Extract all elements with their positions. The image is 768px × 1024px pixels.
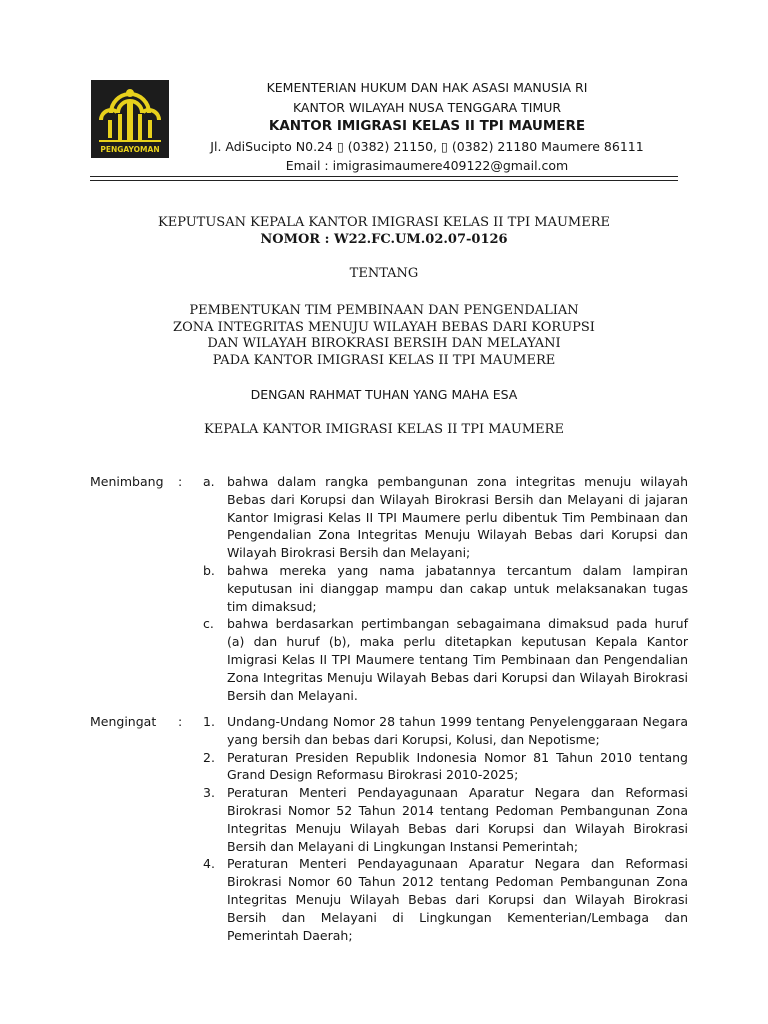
subject-line: PEMBENTUKAN TIM PEMBINAAN DAN PENGENDALIAN <box>189 303 579 318</box>
list-item <box>203 784 688 855</box>
letterhead <box>180 78 674 176</box>
list-item <box>203 749 688 785</box>
item-marker: 4. <box>203 856 215 872</box>
list-item <box>203 615 688 704</box>
address-line: Jl. AdiSucipto N0.24 ▯ (0382) 21150, ▯ (0382) 21180 Maumere 86111 <box>210 138 644 154</box>
letterhead-rule-thin <box>90 180 678 181</box>
mengingat-list <box>203 713 688 944</box>
email-line: Email : imigrasimaumere409122@gmail.com <box>285 158 569 173</box>
item-marker: b. <box>203 562 215 578</box>
item-text: bahwa dalam rangka pembangunan zona integritas menuju wilayah Bebas dari Korupsi dan Wilayah Birokrasi Bersih dan Melayani di jajaran Kantor Imigrasi Kelas II TPI Maumere perlu dibentuk Tim Pembinaan dan Pengendalian Zona Integritas Menuju Wilayah Bebas dari Korupsi dan Wilayah Birokrasi Bersih dan Melayani; <box>227 474 688 561</box>
decree-subject <box>90 303 678 369</box>
kepala-heading: KEPALA KANTOR IMIGRASI KELAS II TPI MAUMERE <box>204 422 564 437</box>
section-colon: : <box>178 714 183 729</box>
rahmat-heading: DENGAN RAHMAT TUHAN YANG MAHA ESA <box>250 387 518 402</box>
subject-line: PADA KANTOR IMIGRASI KELAS II TPI MAUMERE <box>212 352 556 368</box>
pengayoman-logo <box>91 80 169 158</box>
list-item <box>203 562 688 615</box>
subject-line: ZONA INTEGRITAS MENUJU WILAYAH BEBAS DARI KORUPSI <box>173 319 595 335</box>
item-text: Peraturan Presiden Republik Indonesia Nomor 81 Tahun 2010 tentang Grand Design Reformasu Birokrasi 2010-2025; <box>227 749 688 783</box>
logo-caption: PENGAYOMAN <box>100 145 160 154</box>
menimbang-list <box>203 473 688 704</box>
item-text: bahwa berdasarkan pertimbangan sebagaimana dimaksud pada huruf (a) dan huruf (b), maka perlu ditetapkan keputusan Kepala Kantor Imigrasi Kelas II TPI Maumere tentang Tim Pembinaan dan Pengendalian Zona Integritas Menuju Wilayah Bebas dari Korupsi dan Wilayah Birokrasi Bersih dan Melayani. <box>227 616 688 703</box>
decree-title: KEPUTUSAN KEPALA KANTOR IMIGRASI KELAS II TPI MAUMERE <box>158 215 610 230</box>
decree-title-block <box>90 215 678 248</box>
ministry-line: KEMENTERIAN HUKUM DAN HAK ASASI MANUSIA RI <box>266 80 588 95</box>
regional-office-line: KANTOR WILAYAH NUSA TENGGARA TIMUR <box>292 99 562 115</box>
letterhead-rule-thick <box>90 176 678 177</box>
item-text: Peraturan Menteri Pendayagunaan Aparatur Negara dan Reformasi Birokrasi Nomor 60 Tahun 2012 tentang Pedoman Pembangunan Zona Integritas Menuju Wilayah Bebas dari Korupsi dan Wilayah Birokrasi Bersih dan Melayani di Lingkungan Kementerian/Lembaga dan Pemerintah Daerah; <box>227 856 688 943</box>
list-item <box>203 473 688 562</box>
decree-number: NOMOR : W22.FC.UM.02.07-0126 <box>260 231 508 247</box>
tentang-heading: TENTANG <box>349 266 419 281</box>
list-item <box>203 855 688 944</box>
item-text: Peraturan Menteri Pendayagunaan Aparatur Negara dan Reformasi Birokrasi Nomor 52 Tahun 2014 tentang Pedoman Pembangunan Zona Integritas Menuju Wilayah Bebas dari Korupsi dan Wilayah Birokrasi Bersih dan Melayani di Lingkungan Instansi Pemerintah; <box>227 785 688 854</box>
item-text: bahwa mereka yang nama jabatannya tercantum dalam lampiran keputusan ini dianggap mampu dan cakap untuk melaksanakan tugas tim dimaksud; <box>227 562 688 614</box>
item-marker: a. <box>203 474 215 489</box>
item-marker: 2. <box>203 749 215 765</box>
item-marker: 1. <box>203 714 215 729</box>
subject-line: DAN WILAYAH BIROKRASI BERSIH DAN MELAYANI <box>207 336 561 351</box>
item-marker: 3. <box>203 785 215 801</box>
office-name: KANTOR IMIGRASI KELAS II TPI MAUMERE <box>268 118 586 134</box>
list-item <box>203 713 688 749</box>
section-colon: : <box>178 474 183 489</box>
item-marker: c. <box>203 616 214 632</box>
section-label: Mengingat <box>90 714 157 729</box>
section-label: Menimbang <box>90 474 164 489</box>
item-text: Undang-Undang Nomor 28 tahun 1999 tentang Penyelenggaraan Negara yang bersih dan bebas dari Korupsi, Kolusi, dan Nepotisme; <box>227 714 688 747</box>
banyan-tree-icon <box>91 80 169 158</box>
